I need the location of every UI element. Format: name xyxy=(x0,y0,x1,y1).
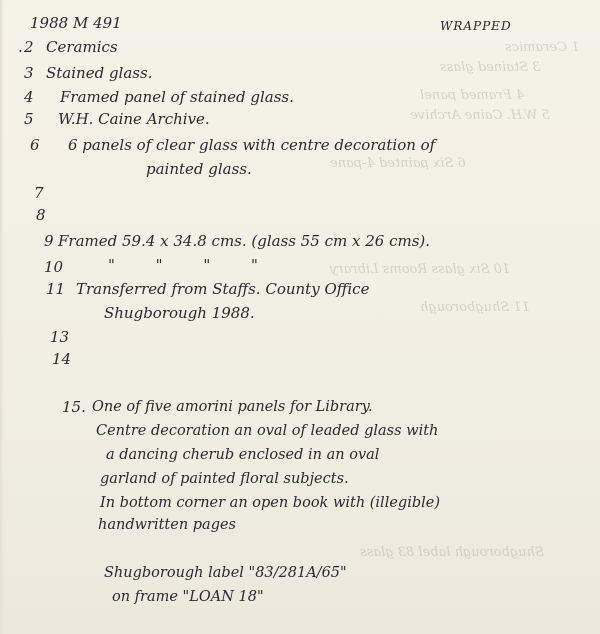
note-line: Centre decoration an oval of leaded glass with xyxy=(96,423,439,439)
item-number: 7 xyxy=(34,184,44,202)
item-text: Framed panel of stained glass. xyxy=(60,88,294,106)
item-text: W.H. Caine Archive. xyxy=(58,110,210,128)
item-text: Ceramics xyxy=(46,38,118,56)
item-text: Stained glass. xyxy=(46,64,153,82)
bleed-through-text: 5 W.H. Caine Archive xyxy=(410,108,550,123)
item-number: 14 xyxy=(52,350,72,368)
bleed-through-text: 11 Shugborough xyxy=(420,300,530,315)
item-number: 6 xyxy=(30,136,40,154)
item-number: 8 xyxy=(36,206,46,224)
item-number: 3 xyxy=(24,64,34,82)
note-line: garland of painted floral subjects. xyxy=(100,471,349,487)
item-number: 4 xyxy=(24,88,34,106)
item-number: 10 xyxy=(44,258,64,276)
item-number: 9 xyxy=(44,232,54,250)
note-line: a dancing cherub enclosed in an oval xyxy=(106,447,380,463)
item-number: 11 xyxy=(46,280,66,298)
item-text: Framed 59.4 x 34.8 cms. (glass 55 cm x 26 cms). xyxy=(58,232,431,250)
item-text: Transferred from Staffs. County Office xyxy=(76,280,370,298)
note-line: on frame "LOAN 18" xyxy=(112,589,264,605)
bleed-through-text: 4 Framed panel xyxy=(420,88,525,103)
note-line: handwritten pages xyxy=(98,517,236,533)
item-number: 15. xyxy=(62,398,86,416)
bleed-through-text: Shugborough label 83 glass xyxy=(360,545,544,560)
item-text: 6 panels of clear glass with centre decoration of xyxy=(68,136,436,154)
page-edge-shadow xyxy=(0,0,4,634)
wrapped-label: WRAPPED xyxy=(440,19,512,33)
accession-number: 1988 M 491 xyxy=(30,14,122,32)
item-number: 5 xyxy=(24,110,34,128)
bleed-through-text: 1 Ceramics xyxy=(505,40,580,55)
item-number: 13 xyxy=(50,328,70,346)
item-text-continued: painted glass. xyxy=(146,160,252,178)
bleed-through-text: 3 Stained glass xyxy=(440,60,541,75)
note-line: In bottom corner an open book with (illegible) xyxy=(100,495,440,511)
note-line: Shugborough label "83/281A/65" xyxy=(104,565,347,581)
item-text-continued: Shugborough 1988. xyxy=(104,304,255,322)
item-number: 2 xyxy=(24,38,34,56)
bleed-through-text: 10 Six glass Rooms Library xyxy=(330,262,511,277)
item-number: . xyxy=(18,38,23,56)
bleed-through-text: 6 Six painted 4-pane xyxy=(330,156,466,171)
note-line: One of five amorini panels for Library. xyxy=(92,399,373,415)
ditto-marks: " " " " xyxy=(108,256,276,274)
